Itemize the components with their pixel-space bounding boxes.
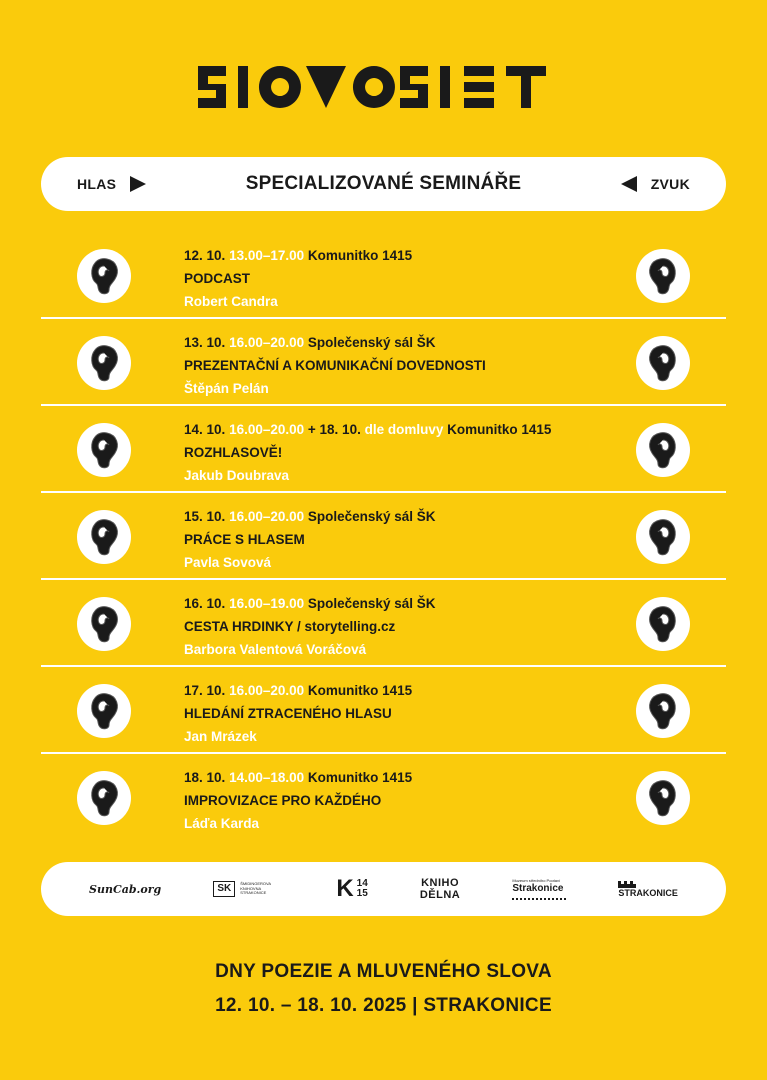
seminar-place: Komunitko 1415 xyxy=(307,770,413,785)
festival-name: DNY POEZIE A MLUVENÉHO SLOVA xyxy=(215,961,552,982)
ear-icon xyxy=(77,684,131,738)
seminar-date: 17. 10. xyxy=(184,683,226,698)
seminar-date: 14. 10. xyxy=(184,422,226,437)
seminar-time: 14.00–18.00 xyxy=(229,770,305,785)
hlas-label: HLAS xyxy=(77,176,117,192)
museum-waves xyxy=(512,894,566,900)
seminar-title: HLEDÁNÍ ZTRACENÉHO HLASU xyxy=(184,706,392,721)
ear-icon xyxy=(636,510,690,564)
seminar-time: 16.00–20.00 xyxy=(229,509,305,524)
seminar-text xyxy=(184,679,412,748)
header-left xyxy=(77,176,146,192)
k-letter: K xyxy=(336,875,354,902)
ear-icon xyxy=(636,423,690,477)
seminar-lecturer: Jakub Doubrava xyxy=(184,468,290,483)
sk-text: ŠMIDINGEROVA KNIHOVNA STRAKONICE xyxy=(240,881,271,896)
seminar-title: IMPROVIZACE PRO KAŽDÉHO xyxy=(184,793,382,808)
ear-icon xyxy=(636,336,690,390)
ear-icon xyxy=(77,249,131,303)
seminar-title: CESTA HRDINKY / storytelling.cz xyxy=(184,619,396,634)
ear-icon xyxy=(636,249,690,303)
suncab-logo[interactable]: SunCab.org xyxy=(89,882,162,896)
seminar-row-7 xyxy=(41,754,726,841)
strakonice-text: STRAKONICE xyxy=(618,887,678,898)
seminar-row-2 xyxy=(41,319,726,406)
seminar-time: 16.00–20.00 xyxy=(229,335,305,350)
seminar-text xyxy=(184,244,412,313)
seminar-extra-note: dle domluvy xyxy=(364,422,444,437)
library-logo[interactable] xyxy=(213,881,284,897)
seminar-lecturer: Barbora Valentová Voráčová xyxy=(184,642,367,657)
seminar-lecturer: Pavla Sovová xyxy=(184,555,272,570)
seminar-text xyxy=(184,505,435,574)
ear-icon xyxy=(77,597,131,651)
ear-icon xyxy=(77,771,131,825)
kniho-text: KNIHO xyxy=(421,877,460,889)
museum-name: Strakonice xyxy=(512,883,564,894)
festival-dates: 12. 10. – 18. 10. 2025 | STRAKONICE xyxy=(215,995,552,1016)
seminar-place: Společenský sál ŠK xyxy=(307,335,436,350)
seminar-lecturer: Robert Candra xyxy=(184,294,278,309)
seminar-row-6 xyxy=(41,667,726,754)
seminar-row-5 xyxy=(41,580,726,667)
seminar-text xyxy=(184,331,486,400)
seminar-date: 16. 10. xyxy=(184,596,226,611)
seminar-title: PREZENTAČNÍ A KOMUNIKAČNÍ DOVEDNOSTI xyxy=(184,358,486,373)
ear-icon xyxy=(77,423,131,477)
ear-icon xyxy=(636,597,690,651)
seminar-time: 13.00–17.00 xyxy=(229,248,305,263)
seminar-when-where xyxy=(184,766,412,789)
seminar-lecturer: Štěpán Pelán xyxy=(184,381,269,396)
seminar-place: Komunitko 1415 xyxy=(307,683,413,698)
knihodelna-logo[interactable] xyxy=(420,877,460,901)
seminar-row-1 xyxy=(41,232,726,319)
k-numbers xyxy=(357,879,368,899)
play-right-icon xyxy=(130,176,146,192)
seminar-place: Společenský sál ŠK xyxy=(307,509,436,524)
seminar-list xyxy=(41,232,726,841)
header-right xyxy=(621,176,690,192)
seminar-title: PRÁCE S HLASEM xyxy=(184,532,305,547)
seminar-date: 18. 10. xyxy=(184,770,226,785)
seminar-title: PODCAST xyxy=(184,271,251,286)
sk-mark: SK xyxy=(213,881,235,897)
seminar-title: ROZHLASOVĚ! xyxy=(184,445,283,460)
seminar-when-where xyxy=(184,679,412,702)
seminar-text xyxy=(184,766,412,835)
seminar-time: 16.00–19.00 xyxy=(229,596,305,611)
seminar-when-where xyxy=(184,331,486,354)
ear-icon xyxy=(77,510,131,564)
k-bottom: 15 xyxy=(356,888,368,899)
museum-logo[interactable] xyxy=(512,878,566,900)
ear-icon xyxy=(636,771,690,825)
footer xyxy=(0,957,767,1025)
seminar-extra-date: + 18. 10. xyxy=(307,422,361,437)
play-left-icon xyxy=(621,176,637,192)
seminar-when-where xyxy=(184,505,435,528)
ear-icon xyxy=(636,684,690,738)
castle-icon xyxy=(618,881,636,888)
strakonice-logo[interactable] xyxy=(618,881,678,898)
seminar-text xyxy=(184,418,551,487)
zvuk-label: ZVUK xyxy=(650,176,690,192)
seminar-row-4 xyxy=(41,493,726,580)
seminar-date: 12. 10. xyxy=(184,248,226,263)
k-top: 14 xyxy=(356,878,368,889)
seminar-time: 16.00–20.00 xyxy=(229,422,305,437)
seminar-date: 15. 10. xyxy=(184,509,226,524)
festival-logo xyxy=(0,52,767,122)
museum-small: Muzeum středního Pootaví xyxy=(512,878,561,883)
seminar-when-where xyxy=(184,592,435,615)
seminar-place: Komunitko 1415 xyxy=(307,248,413,263)
seminar-lecturer: Láďa Karda xyxy=(184,816,259,831)
seminar-when-where xyxy=(184,418,551,441)
partners-bar xyxy=(41,862,726,916)
siovosiet-wordmark xyxy=(194,52,574,122)
ear-icon xyxy=(77,336,131,390)
seminar-place: Společenský sál ŠK xyxy=(307,596,436,611)
header-title: SPECIALIZOVANÉ SEMINÁŘE xyxy=(245,173,522,194)
seminar-text xyxy=(184,592,435,661)
seminar-time: 16.00–20.00 xyxy=(229,683,305,698)
delna-text: DĚLNA xyxy=(419,889,461,901)
seminar-place: Komunitko 1415 xyxy=(447,422,552,437)
seminar-lecturer: Jan Mrázek xyxy=(184,729,257,744)
seminar-date: 13. 10. xyxy=(184,335,226,350)
k1415-logo[interactable] xyxy=(336,875,367,903)
seminar-row-3 xyxy=(41,406,726,493)
seminars-header xyxy=(41,157,726,211)
seminar-when-where xyxy=(184,244,412,267)
